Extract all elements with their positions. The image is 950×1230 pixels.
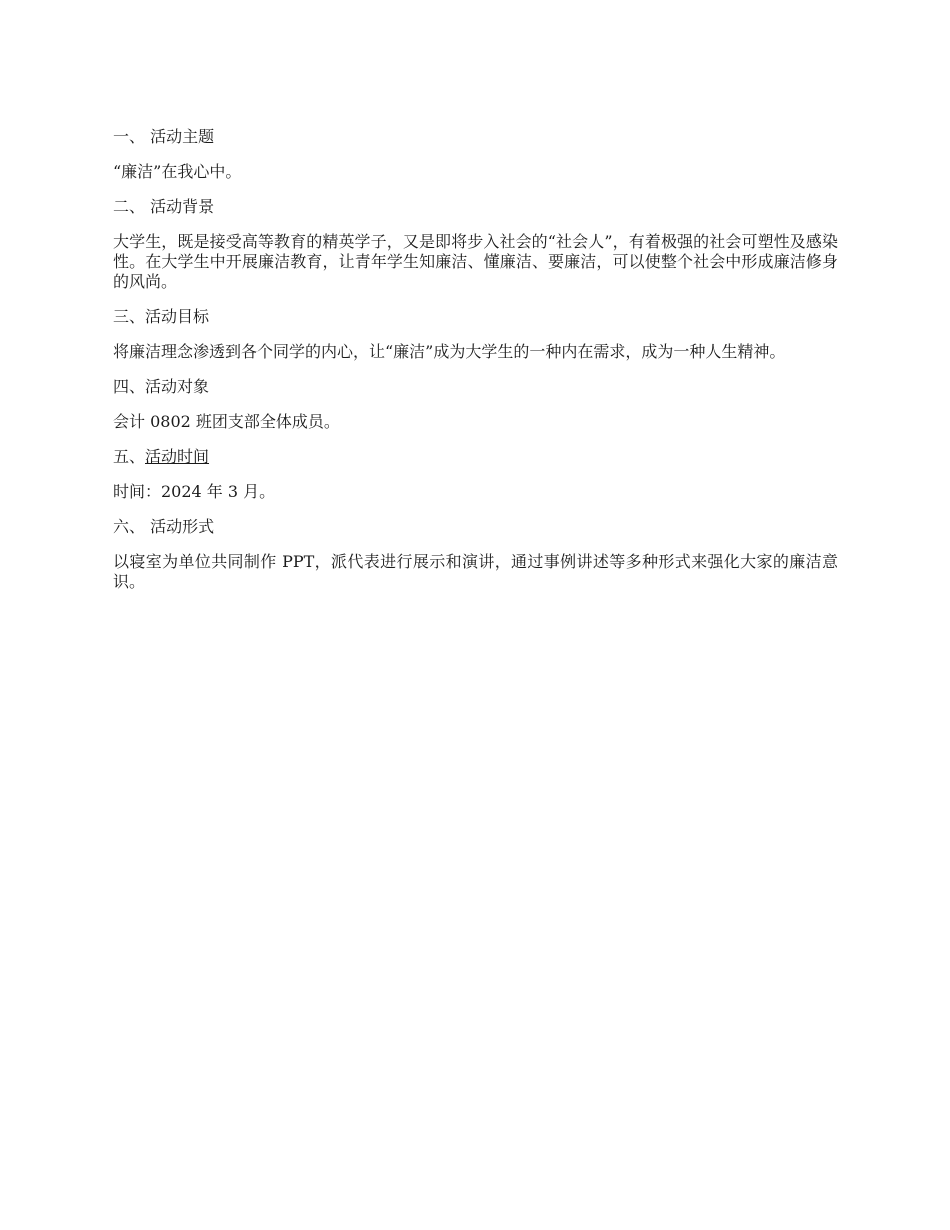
section-body: “廉洁”在我心中。	[113, 162, 242, 181]
section-body: 以寝室为单位共同制作 PPT，派代表进行展示和演讲，通过事例讲述等多种形式来强化大家的廉洁意识。	[113, 552, 838, 591]
section-time	[113, 447, 838, 502]
document-page	[113, 127, 838, 607]
section-audience	[113, 377, 838, 432]
section-theme	[113, 127, 838, 182]
section-body: 会计 0802 班团支部全体成员。	[113, 412, 340, 431]
section-heading	[113, 447, 838, 467]
section-goal	[113, 307, 838, 362]
section-heading: 一、 活动主题	[113, 127, 215, 146]
section-background	[113, 197, 838, 292]
section-body: 将廉洁理念渗透到各个同学的内心，让“廉洁”成为大学生的一种内在需求，成为一种人生精神。	[113, 342, 786, 361]
section-body: 时间：2024 年 3 月。	[113, 482, 276, 501]
section-heading: 四、活动对象	[113, 377, 210, 396]
section-heading-prefix: 五、	[113, 447, 146, 466]
section-heading: 二、 活动背景	[113, 197, 215, 216]
section-heading: 三、活动目标	[113, 307, 210, 326]
section-format	[113, 517, 838, 592]
section-body: 大学生，既是接受高等教育的精英学子，又是即将步入社会的“社会人”，有着极强的社会可塑性及感染性。在大学生中开展廉洁教育，让青年学生知廉洁、懂廉洁、要廉洁，可以使整个社会中形成廉洁修身的风尚。	[113, 232, 838, 291]
section-heading-underlined: 活动时间	[145, 447, 210, 466]
section-heading: 六、 活动形式	[113, 517, 215, 536]
